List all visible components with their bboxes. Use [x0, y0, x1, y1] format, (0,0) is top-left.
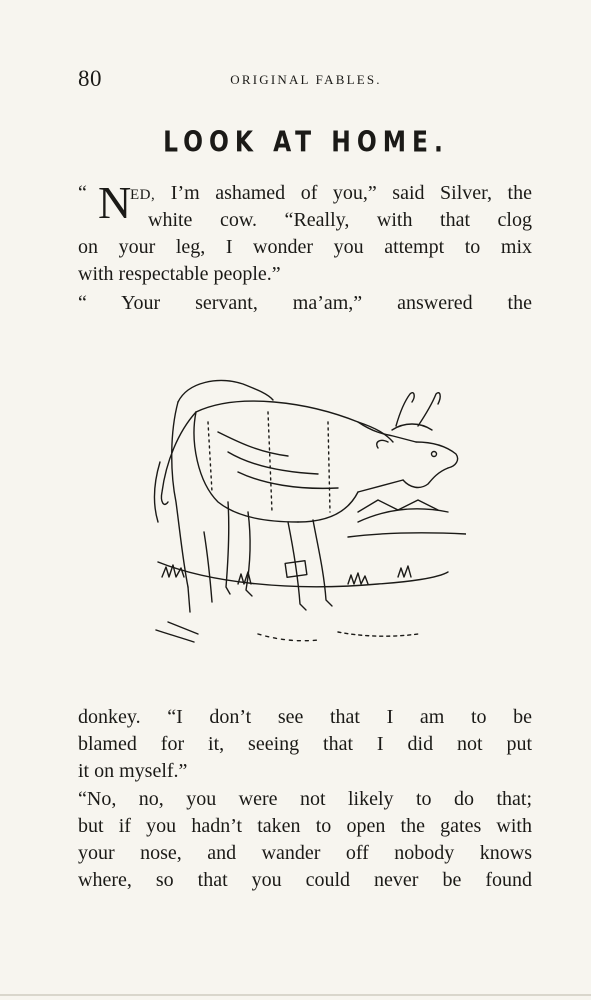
continuation-line-2: blamed for it, seeing that I did not put [78, 733, 532, 755]
continuation-line-3: it on myself.” [78, 760, 188, 782]
fable-title: LOOK AT HOME. [163, 126, 449, 160]
page-header [78, 66, 534, 98]
paragraph-1-line-4: with respectable people.” [78, 263, 281, 285]
continuation-line-1: donkey. “I don’t see that I am to be [78, 706, 532, 728]
paragraph-2 [78, 290, 532, 317]
drop-cap-letter: N [98, 177, 132, 228]
paragraph-1-line-3: on your leg, I wonder you attempt to mix [78, 236, 532, 258]
page-bottom-edge [0, 994, 591, 996]
paragraph-3 [78, 786, 532, 894]
cow-illustration [148, 372, 466, 662]
running-head: ORIGINAL FABLES. [230, 72, 382, 87]
cow-engraving-image [148, 372, 466, 662]
page-number: 80 [78, 66, 102, 91]
opening-quote: “ [78, 182, 87, 204]
paragraph-3-line-2: but if you hadn’t taken to open the gates with [78, 815, 532, 837]
paragraph-2-line-1: “ Your servant, ma’am,” answered the [78, 292, 532, 314]
paragraph-3-line-1: “No, no, you were not likely to do that; [78, 788, 532, 810]
paragraph-1-line-2: white cow. “Really, with that clog [148, 209, 532, 231]
continuation-paragraph [78, 704, 532, 785]
paragraph-1-line-1-text: I’m ashamed of you,” said Silver, the [155, 182, 532, 204]
paragraph-3-line-3: your nose, and wander off nobody knows [78, 842, 532, 864]
drop-cap-continuation: ED, [130, 187, 156, 203]
paragraph-3-line-4: where, so that you could never be found [78, 869, 532, 891]
paragraph-1 [78, 177, 532, 288]
